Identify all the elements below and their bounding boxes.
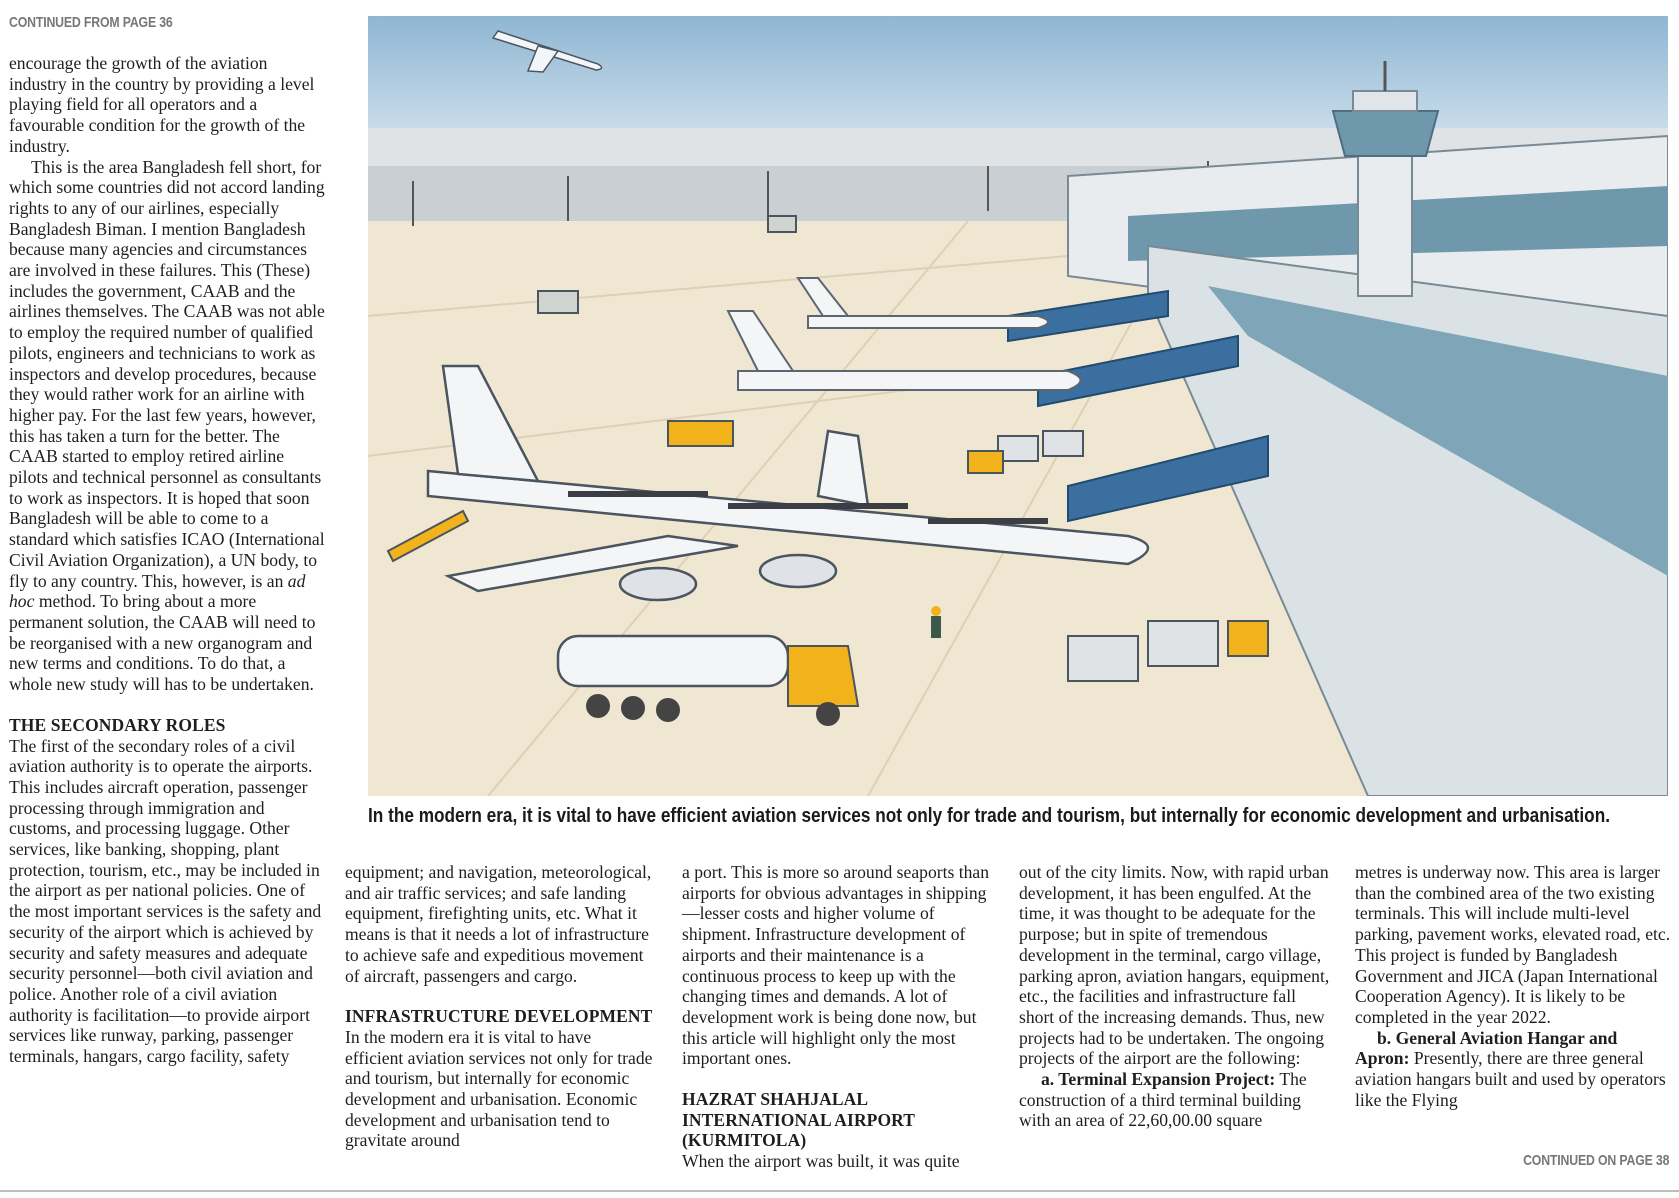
article-column-4 [1019,862,1335,1131]
article-column-5 [1355,862,1673,1110]
paragraph: In the modern era it is vital to have efficient aviation services not only for trade and tourism, but internally for economic development and urbanisation. Economic development and urbanisation tend to gravitate around [345,1026,653,1151]
lead-in: b. General Aviation Hangar and Apron: [1355,1027,1618,1069]
paragraph: equipment; and navigation, meteorological, and air traffic services; and safe landing equipment, firefighting units, etc. What it means is that it needs a lot of infrastructure to achieve safe and expeditious movement of aircraft, passengers and cargo. [345,862,652,986]
section-heading: HAZRAT SHAHJALAL INTERNATIONAL AIRPORT (KURMITOLA) [682,1089,915,1151]
article-column-3 [682,862,990,1172]
article-column-1 [9,53,327,1067]
paragraph: a. Terminal Expansion Project: The construction of a third terminal building with an area of 22,60,00.00 square [1019,1069,1307,1131]
figure-caption: In the modern era, it is vital to have efficient aviation services not only for trade and tourism, but internally for economic development and urbanisation. [368,804,1611,827]
paragraph: The first of the secondary roles of a civil aviation authority is to operate the airports. This includes aircraft operation, passenger processing through immigration and customs, and processing luggage. Other services, like banking, shopping, plant protection, tourism, etc., may be included in the airport as per national policies. One of the most important services is the safety and security of the airport which is achieved by security and safety measures and adequate security personnel—both civil aviation and police. Another role of a civil aviation authority is facilitation—to provide airport services like runway, parking, passenger terminals, hangars, cargo facility, safety [9,735,322,1067]
page-bottom-rule [0,1190,1679,1192]
paragraph: metres is underway now. This area is larger than the combined area of the two existing terminals. This will include multi-level parking, pavement works, elevated road, etc. This project is funded by Bangladesh Government and JICA (Japan International Cooperation Agency). It is likely to be completed in the year 2022. [1355,862,1671,1027]
airport-illustration [368,16,1668,796]
paragraph: b. General Aviation Hangar and Apron: Presently, there are three general aviation hangars built and used by operators like the Flying [1355,1027,1666,1110]
section-heading: INFRASTRUCTURE DEVELOPMENT [345,1006,653,1027]
ground-worker [931,606,941,638]
continued-on-label: CONTINUED ON PAGE 38 [1522,1152,1669,1169]
article-column-2 [345,862,653,1151]
paragraph: This is the area Bangladesh fell short, for which some countries did not accord landing rights to any of our airlines, especially Bangladesh Biman. I mention Bangladesh because many agencies and circumstances are involved in these failures. This (These) includes the government, CAAB and the airlines themselves. The CAAB was not able to employ the required number of qualified pilots, engineers and technicians to work as inspectors and develop procedures, because they would rather work for an airline with higher pay. For the last few years, however, this has taken a turn for the better. The CAAB started to employ retired airline pilots and technical personnel as consultants to work as inspectors. It is hoped that soon Bangladesh will be able to come to a standard which satisfies ICAO (International Civil Aviation Organization), a UN body, to fly to any country. This, however, is an ad hoc method. To bring about a more permanent solution, the CAAB will need to be reorganised with a new organogram and new terms and conditions. To do that, a whole new study will has to be undertaken. [9,156,325,695]
continued-from-label: CONTINUED FROM PAGE 36 [9,14,173,31]
section-heading: THE SECONDARY ROLES [9,714,226,735]
paragraph: encourage the growth of the aviation industry in the country by providing a level playing field for all operators and a favourable condition for the growth of the industry. [9,53,315,156]
paragraph: a port. This is more so around seaports than airports for obvious advantages in shipping—lesser costs and higher volume of shipment. Infrastructure development of airports and their maintenance is a continuous process to keep up with the changing times and demands. A lot of development work is being done now, but this article will highlight only the most important ones. [682,862,990,1069]
sky [368,16,1668,131]
lead-in: a. Terminal Expansion Project: [1041,1069,1276,1090]
italic-term: ad hoc [9,570,306,612]
paragraph: When the airport was built, it was quite [682,1151,960,1172]
paragraph: out of the city limits. Now, with rapid urban development, it has been engulfed. At the time, it was thought to be adequate for the purpose; but in spite of tremendous development in the terminal, cargo village, parking apron, aviation hangars, equipment, etc., the facilities and infrastructure fall short of the increasing demands. Thus, new projects had to be undertaken. The ongoing projects of the airport are the following: [1019,862,1330,1069]
